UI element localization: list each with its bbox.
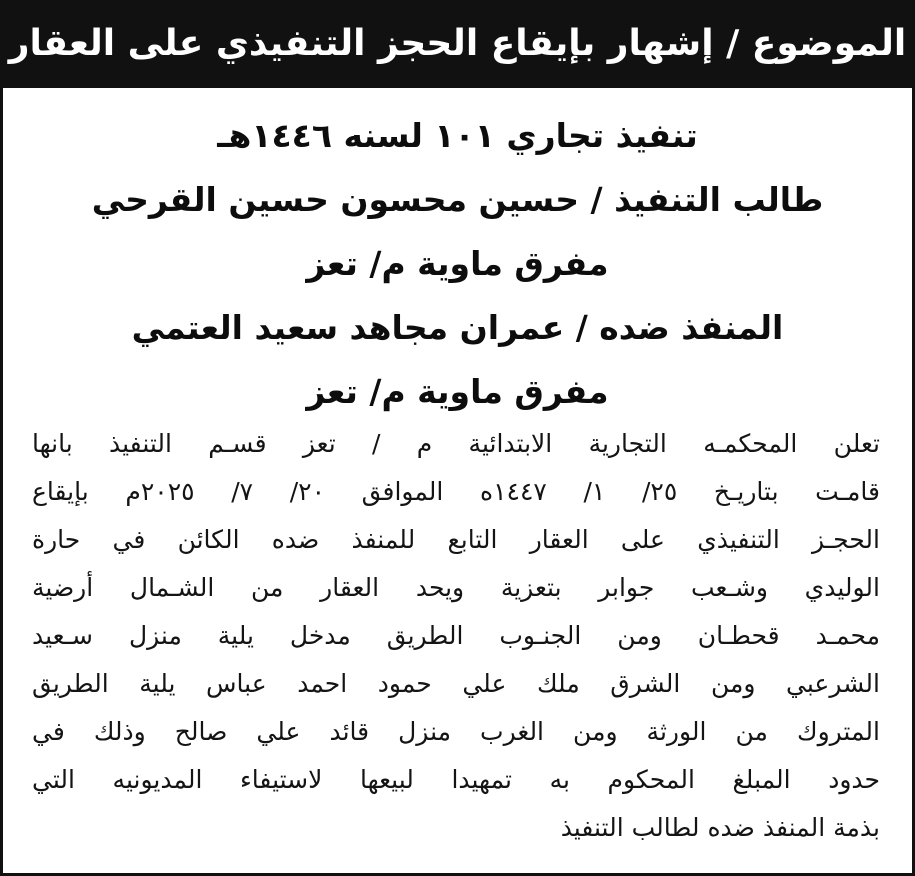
executed-against-address: مفرق ماوية م/ تعز bbox=[306, 372, 609, 411]
body-line: الشرعبي ومن الشرق ملك علي حمود احمد عباس يلية الطريق bbox=[32, 669, 880, 698]
execution-requester: طالب التنفيذ / حسين محسون حسين القرحي bbox=[91, 180, 824, 219]
body-line: بذمة المنفذ ضده لطالب التنفيذ bbox=[560, 813, 880, 842]
body-line: الوليدي وشـعب جوابر بتعزية ويحد العقار من الشـمال أرضية bbox=[32, 573, 880, 602]
executed-against: المنفذ ضده / عمران مجاهد سعيد العتمي bbox=[131, 308, 784, 347]
requester-address: مفرق ماوية م/ تعز bbox=[306, 244, 609, 283]
body-line: قامـت بتاريـخ ٢٥/ ١/ ١٤٤٧ه الموافق ٢٠/ ٧/ ٢٠٢٥م بإيقاع bbox=[32, 477, 881, 506]
case-number: تنفيذ تجاري ١٠١ لسنه ١٤٤٦هـ bbox=[217, 116, 698, 155]
body-line: محمـد قحطـان ومن الجنـوب الطريق مدخل يلية منزل سـعيد bbox=[32, 621, 880, 650]
body-line: تعلن المحكمـه التجارية الابتدائية م / تعز قسـم التنفيذ بانها bbox=[32, 429, 880, 458]
body-line: حدود المبلغ المحكوم به تمهيدا لبيعها لاستيفاء المديونيه التي bbox=[32, 765, 880, 794]
notice-title: الموضوع / إشهار بإيقاع الحجز التنفيذي على العقار bbox=[8, 23, 907, 64]
body-line: المتروك من الورثة ومن الغرب منزل قائد علي صالح وذلك في bbox=[32, 717, 880, 746]
case-details bbox=[3, 104, 912, 424]
notice-body bbox=[32, 420, 880, 852]
title-bar bbox=[3, 0, 912, 88]
body-line: الحجـز التنفيذي على العقار التابع للمنفذ ضده الكائن في حارة bbox=[32, 525, 880, 554]
